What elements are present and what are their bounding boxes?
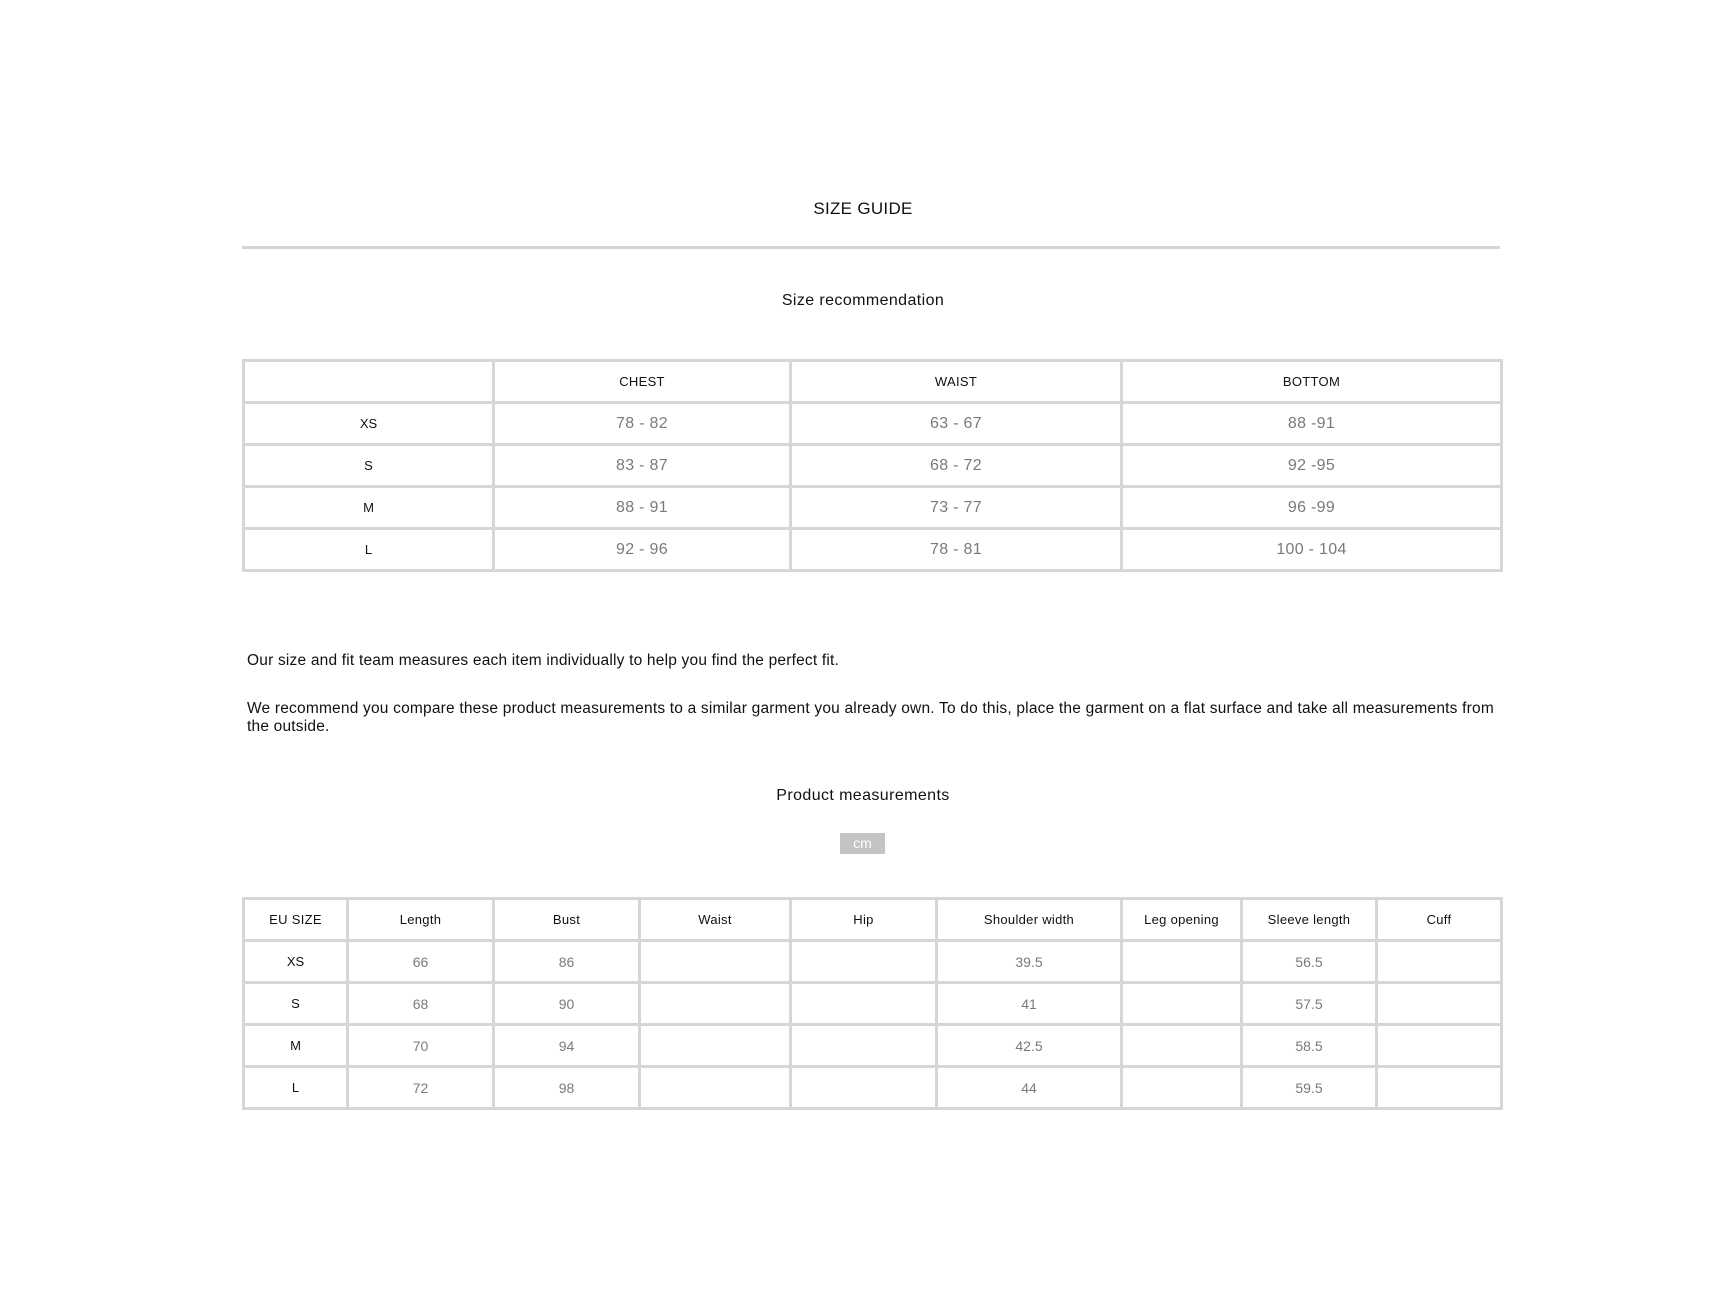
column-header-cuff: Cuff [1377,899,1502,941]
size-label: S [244,983,348,1025]
waist-value: 73 - 77 [791,487,1122,529]
chest-value: 92 - 96 [494,529,791,571]
waist-value [640,941,791,983]
column-header-hip: Hip [791,899,937,941]
length-value: 72 [348,1067,494,1109]
column-header-length: Length [348,899,494,941]
bottom-value: 88 -91 [1122,403,1502,445]
cuff-value [1377,1067,1502,1109]
size-label: XS [244,403,494,445]
page-title: SIZE GUIDE [813,199,913,218]
leg-opening-value [1122,941,1242,983]
waist-value [640,1067,791,1109]
chest-value: 83 - 87 [494,445,791,487]
product-measurements-table [242,897,1503,1110]
leg-opening-value [1122,983,1242,1025]
table-row [244,1025,1502,1067]
product-measurements-title: Product measurements [776,787,950,804]
size-label: XS [244,941,348,983]
waist-value [640,983,791,1025]
table-row [244,1067,1502,1109]
size-label: M [244,487,494,529]
bust-value: 98 [494,1067,640,1109]
hip-value [791,1067,937,1109]
size-recommendation-title: Size recommendation [781,292,945,309]
title-divider [242,246,1500,249]
shoulder-width-value: 42.5 [937,1025,1122,1067]
bottom-value: 96 -99 [1122,487,1502,529]
column-header-sleeve-length: Sleeve length [1242,899,1377,941]
chest-value: 78 - 82 [494,403,791,445]
bottom-value: 92 -95 [1122,445,1502,487]
table-row [244,487,1502,529]
table-header-row [244,361,1502,403]
column-header-waist: WAIST [791,361,1122,403]
sleeve-length-value: 59.5 [1242,1067,1377,1109]
table-row [244,983,1502,1025]
shoulder-width-value: 39.5 [937,941,1122,983]
sleeve-length-value: 58.5 [1242,1025,1377,1067]
cuff-value [1377,1025,1502,1067]
hip-value [791,1025,937,1067]
sleeve-length-value: 56.5 [1242,941,1377,983]
table-header-row [244,899,1502,941]
column-header-bust: Bust [494,899,640,941]
column-header-bottom: BOTTOM [1122,361,1502,403]
column-header-shoulder-width: Shoulder width [937,899,1122,941]
leg-opening-value [1122,1025,1242,1067]
bust-value: 86 [494,941,640,983]
shoulder-width-value: 41 [937,983,1122,1025]
chest-value: 88 - 91 [494,487,791,529]
bottom-value: 100 - 104 [1122,529,1502,571]
hip-value [791,983,937,1025]
waist-value: 78 - 81 [791,529,1122,571]
unit-toggle-cm[interactable]: cm [840,833,885,854]
table-row [244,529,1502,571]
bust-value: 94 [494,1025,640,1067]
size-label: S [244,445,494,487]
leg-opening-value [1122,1067,1242,1109]
table-row [244,445,1502,487]
size-label: M [244,1025,348,1067]
size-recommendation-table [242,359,1503,572]
length-value: 70 [348,1025,494,1067]
cuff-value [1377,941,1502,983]
column-header-eu-size: EU SIZE [244,899,348,941]
cuff-value [1377,983,1502,1025]
fit-team-note: Our size and fit team measures each item individually to help you find the perfect fit. [247,652,840,669]
column-header-size [244,361,494,403]
column-header-waist: Waist [640,899,791,941]
column-header-leg-opening: Leg opening [1122,899,1242,941]
table-row [244,941,1502,983]
bust-value: 90 [494,983,640,1025]
length-value: 66 [348,941,494,983]
shoulder-width-value: 44 [937,1067,1122,1109]
length-value: 68 [348,983,494,1025]
sleeve-length-value: 57.5 [1242,983,1377,1025]
size-label: L [244,1067,348,1109]
waist-value: 63 - 67 [791,403,1122,445]
waist-value: 68 - 72 [791,445,1122,487]
size-label: L [244,529,494,571]
table-row [244,403,1502,445]
column-header-chest: CHEST [494,361,791,403]
hip-value [791,941,937,983]
compare-measurements-note: We recommend you compare these product measurements to a similar garment you already own. To do this, place the garment on a flat surface and take all measurements from the outside. [247,700,1494,735]
waist-value [640,1025,791,1067]
